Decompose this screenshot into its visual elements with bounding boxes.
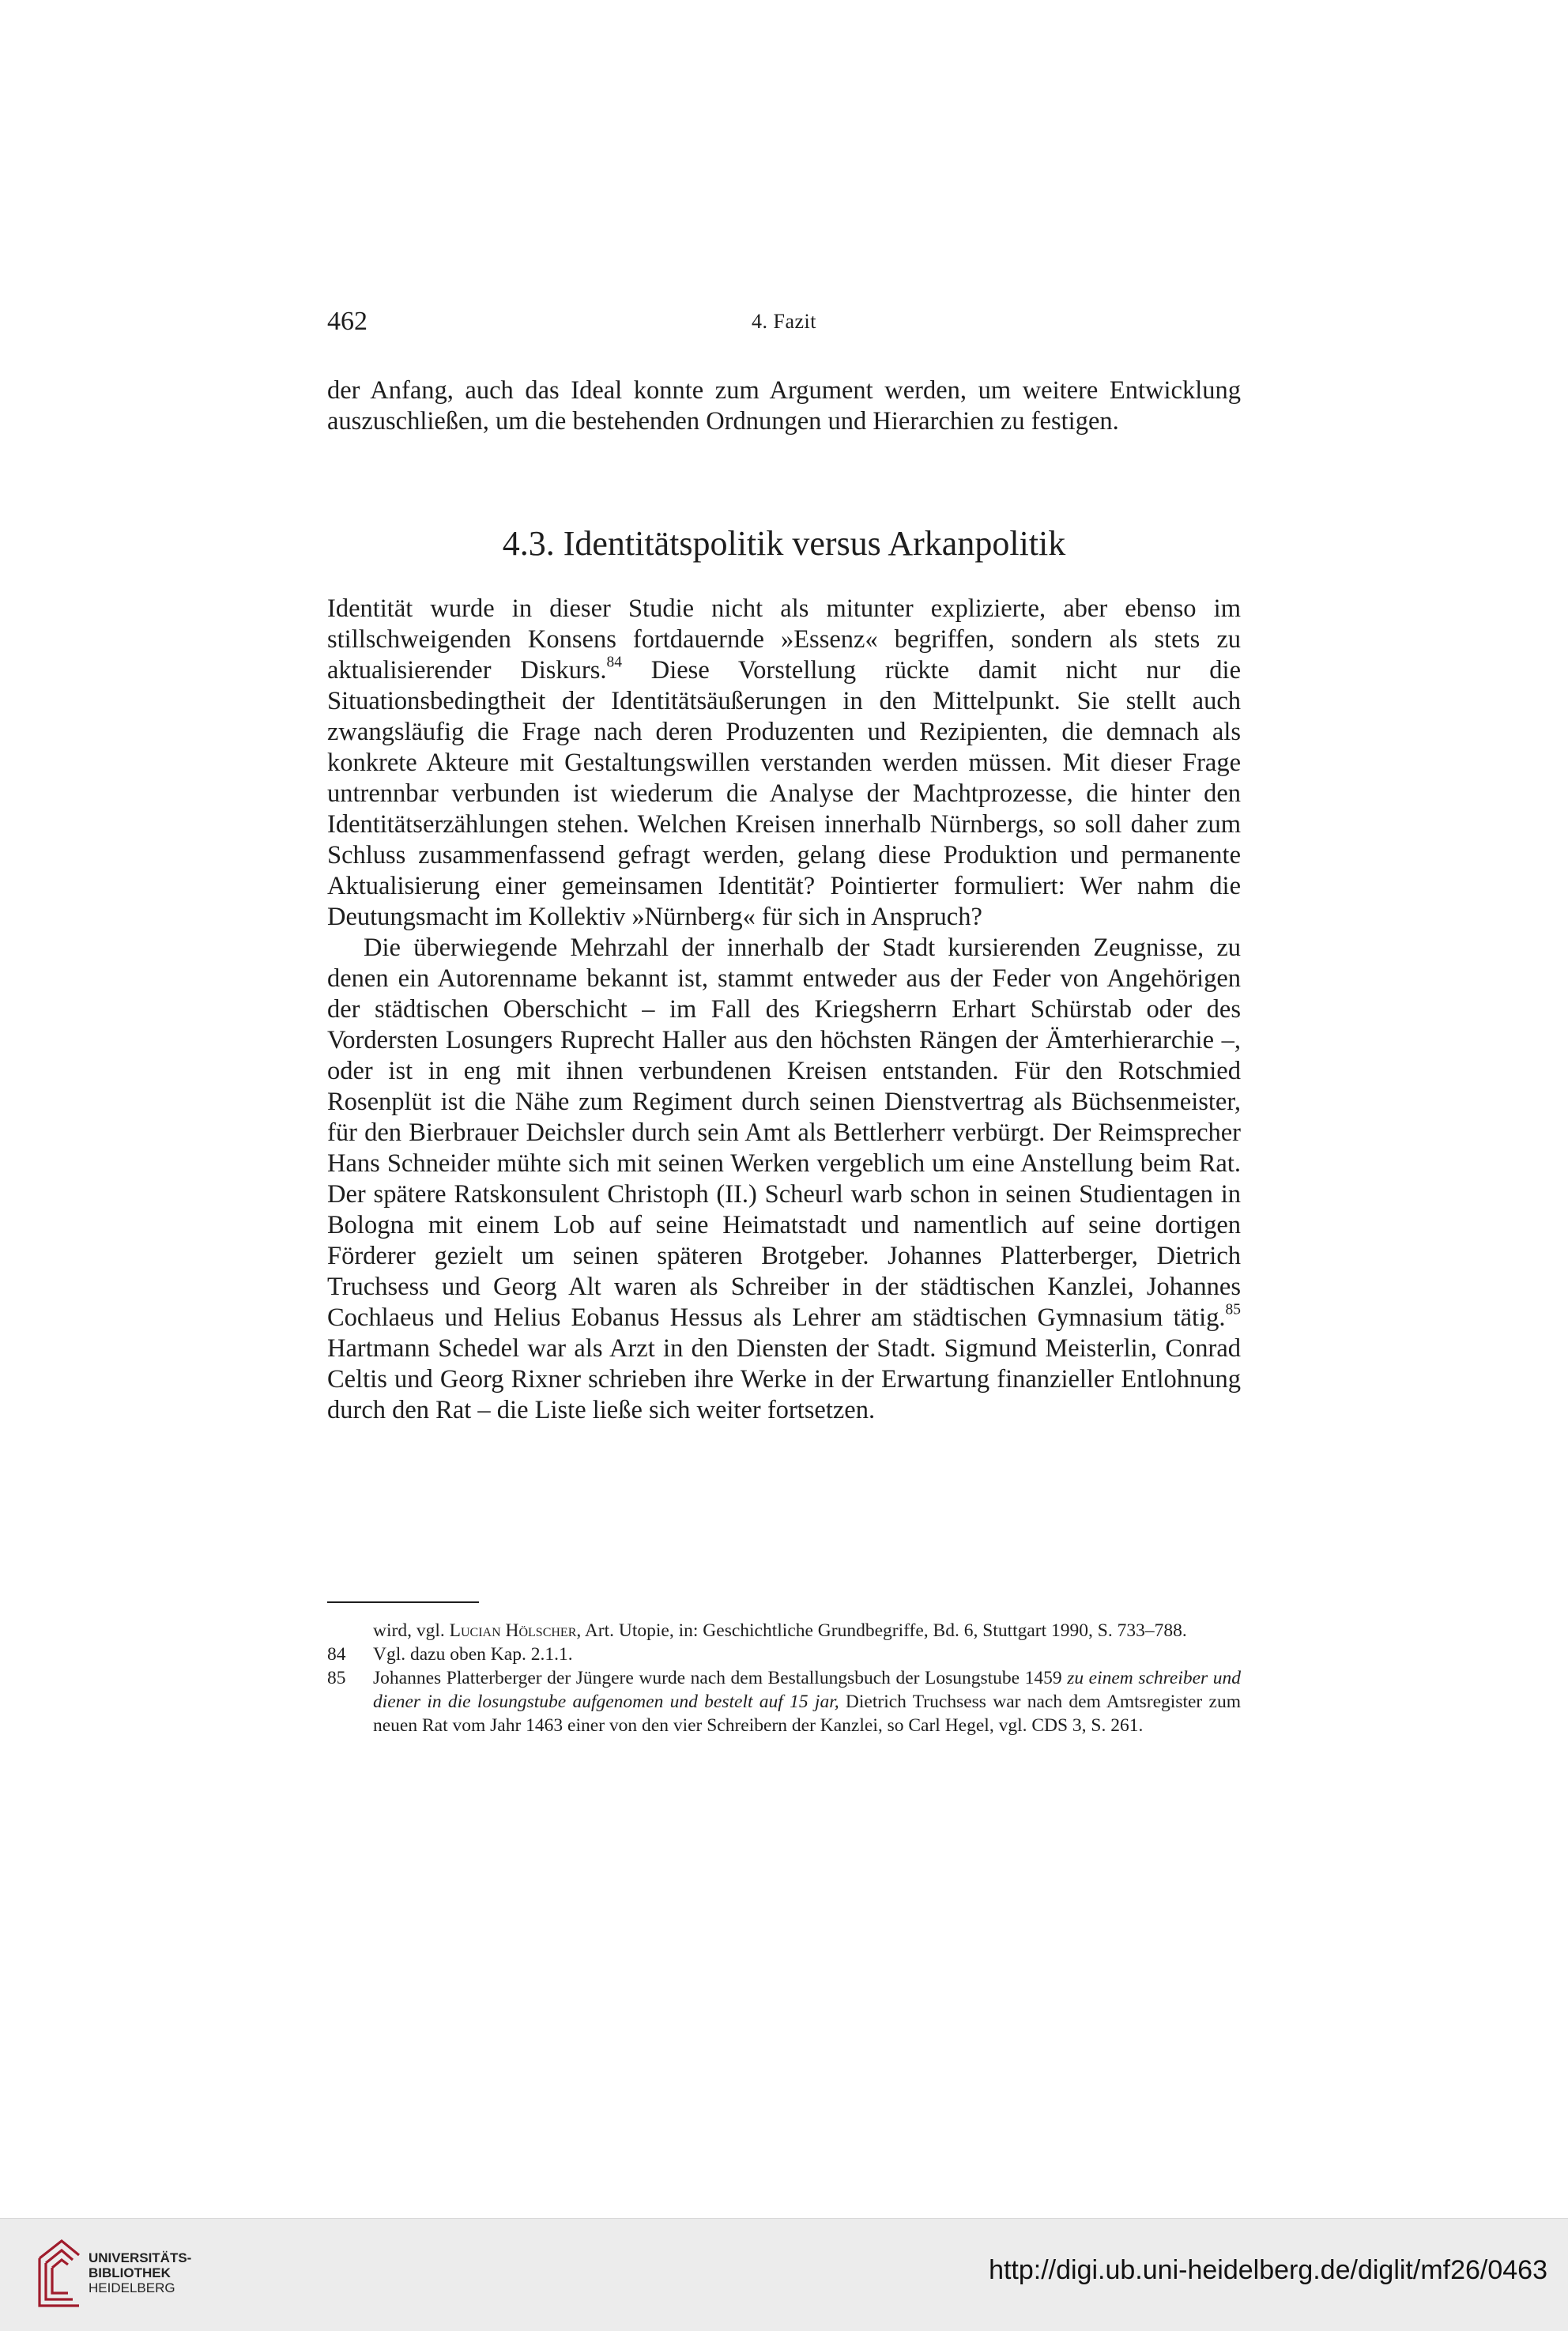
page-header: [327, 307, 1241, 354]
footnote-number: 84: [327, 1644, 346, 1665]
paragraph-2-text-a: Die überwiegende Mehrzahl der innerhalb der Stadt kursierenden Zeugnisse, zu denen ein Autorenname bekannt ist, stammt entweder aus der Feder von Angehörigen der städtischen Oberschicht – im Fall des Kriegsherrn Erhart Schürstab oder des Vordersten Losungers Ruprecht Haller aus den höchsten Rängen der Ämterhierarchie –, oder ist in eng mit ihnen verbundenen Kreisen entstanden. Für den Rotschmied Rosenplüt ist die Nähe zum Regiment durch seinen Dienstvertrag als Büchsenmeister, für den Bierbrauer Deichsler durch sein Amt als Bettlerherr verbürgt. Der Reimsprecher Hans Schneider mühte sich mit seinen Werken vergeblich um eine Anstellung beim Rat. Der spätere Ratskonsulent Christoph (II.) Scheurl warb schon in seinen Studientagen in Bologna mit einem Lob auf seine Heimatstadt und namentlich auf seine dortigen Förderer gezielt um seinen späteren Brotgeber. Johannes Platterberger, Dietrich Truchsess und Georg Alt waren als Schreiber in der städtischen Kanzlei, Johannes Cochlaeus und Helius Eobanus Hessus als Lehrer am städtischen Gymnasium tätig.: [327, 934, 1241, 1332]
page-number: 462: [327, 307, 368, 336]
footnote-text: Vgl. dazu oben Kap. 2.1.1.: [373, 1644, 573, 1665]
footnote-text-part: Johannes Platterberger der Jüngere wurde nach dem Bestallungsbuch der Losungstube 1459: [373, 1668, 1068, 1688]
paragraph-2: [327, 933, 1241, 1426]
section-heading: 4.3. Identitätspolitik versus Arkanpolitik: [502, 524, 1066, 563]
footnote-ref-85[interactable]: 85: [1225, 1301, 1241, 1318]
source-url-link[interactable]: http://digi.ub.uni-heidelberg.de/diglit/mf26/0463: [989, 2255, 1547, 2285]
paragraph-text: der Anfang, auch das Ideal konnte zum Argument werden, um weitere Entwicklung auszuschließen, um die bestehenden Ordnungen und Hierarchien zu festigen.: [327, 376, 1241, 436]
footer-bar: [0, 2218, 1568, 2331]
quoted-source: zu einem schreiber und diener in die losungstube aufgenomen und bestelt auf 15 jar,: [373, 1668, 1242, 1712]
library-name-line: HEIDELBERG: [89, 2280, 175, 2295]
footnote-text: [373, 1619, 1241, 1643]
footnote-ref-84[interactable]: 84: [606, 654, 623, 671]
library-name-line: UNIVERSITÄTS-: [89, 2250, 192, 2265]
paragraph-2-text-b: Hartmann Schedel war als Arzt in den Diensten der Stadt. Sigmund Meisterlin, Conrad Celtis und Georg Rixner schrieben ihre Werke in der Erwartung finanzieller Entlohnung durch den Rat – die Liste ließe sich weiter fortsetzen.: [327, 1334, 1241, 1424]
paragraph-1-text-a: Identität wurde in dieser Studie nicht als mitunter explizierte, aber ebenso im stillschweigenden Konsens fortdauernde »Essenz« begriffen, sondern als stets zu aktualisierender Diskurs.: [327, 594, 1241, 685]
paragraph-1-text-b: Diese Vorstellung rückte damit nicht nur die Situationsbedingtheit der Identitätsäußerungen in den Mittelpunkt. Sie stellt auch zwangsläufig die Frage nach deren Produzenten und Rezipienten, die demnach als konkrete Akteure mit Gestaltungswillen verstanden werden müssen. Mit dieser Frage untrennbar verbunden ist wiederum die Analyse der Machtprozesse, die hinter den Identitätserzählungen stehen. Welchen Kreisen innerhalb Nürnbergs, so soll daher zum Schluss zusammenfassend gefragt werden, gelang diese Produktion und permanente Aktualisierung einer gemeinsamen Identität? Pointierter formuliert: Wer nahm die Deutungsmacht im Kollektiv »Nürnberg« für sich in Anspruch?: [327, 656, 1242, 931]
footnote-number: 85: [327, 1668, 346, 1688]
footnote-text-part: Dietrich Truchsess war nach dem Amtsregister zum neuen Rat vom Jahr 1463 einer von den vier Schreibern der Kanzlei, so Carl Hegel, vgl. CDS 3, S. 261.: [373, 1692, 1241, 1736]
footnote-text-part: wird, vgl.: [373, 1620, 450, 1641]
main-text: [327, 594, 1241, 1426]
library-name: [89, 2250, 191, 2295]
cited-author: Lucian Hölscher: [449, 1620, 577, 1641]
library-name-line: BIBLIOTHEK: [89, 2265, 171, 2280]
opening-paragraph: [327, 375, 1241, 437]
paragraph-1: [327, 594, 1241, 933]
footnote-84: [327, 1643, 1241, 1666]
footnotes: [327, 1619, 1241, 1737]
running-head: 4. Fazit: [752, 310, 816, 333]
footnote-continuation: [327, 1619, 1241, 1643]
footnote-85: [327, 1666, 1241, 1737]
footnote-divider: [327, 1601, 479, 1603]
footnote-text: [373, 1666, 1241, 1737]
footnote-number-empty: [327, 1619, 373, 1643]
footnote-text-part: , Art. Utopie, in: Geschichtliche Grundbegriffe, Bd. 6, Stuttgart 1990, S. 733–788.: [576, 1620, 1187, 1641]
library-logo-icon: [32, 2235, 84, 2310]
